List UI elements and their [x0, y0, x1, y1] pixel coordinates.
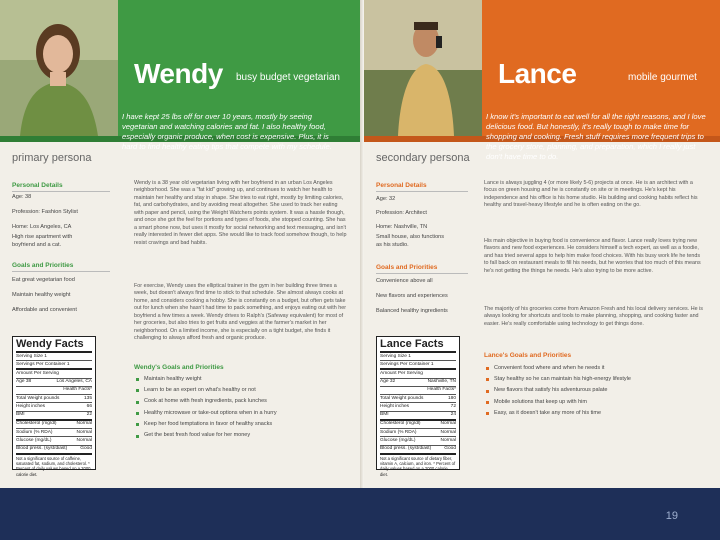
goal-text: Mobile solutions that keep up with him — [494, 398, 587, 405]
goal-text: Easy, as it doesn't take any more of his time — [494, 410, 602, 417]
facts-key: Total Weight pounds — [380, 395, 424, 401]
detail-profession: Profession: Architect — [376, 210, 427, 216]
wendy-name: Wendy — [134, 58, 223, 89]
divider — [376, 273, 468, 274]
facts-amount-text: Amount Per Serving — [16, 370, 59, 376]
facts-servings — [16, 361, 92, 370]
goal-list-item — [136, 408, 350, 419]
facts-servings — [380, 361, 456, 370]
facts-serving-size-text: Serving Size 1 — [380, 353, 411, 359]
facts-value: Normal — [76, 429, 92, 435]
goal-text: Keep her food temptations in favor of healthy snacks — [144, 421, 273, 428]
facts-value: Normal — [440, 421, 456, 427]
detail-profession: Profession: Fashion Stylist — [12, 209, 78, 215]
facts-row — [380, 446, 456, 455]
wendy-role: primary persona — [12, 152, 92, 164]
lance-photo — [364, 0, 482, 136]
wendy-photo — [0, 0, 118, 136]
facts-key: BMI — [380, 412, 389, 418]
facts-row — [380, 403, 456, 411]
goal-text: New flavors that satisfy his adventurous palate — [494, 387, 608, 394]
facts-note: Not a significant source of caffeine, saturated fat, sodium, and cholesterol. * Percent of daily values based on a 2000 calorie diet. — [16, 455, 91, 477]
facts-row — [380, 437, 456, 445]
facts-key: Cholesterol (mg/dl) — [380, 421, 421, 427]
facts-title: Lance Facts — [380, 339, 456, 353]
goal-list-item — [486, 374, 708, 385]
wendy-details-list — [12, 194, 110, 249]
facts-key: Blood press. (syst/diast) — [16, 446, 68, 452]
goal-item: Eat great vegetarian food — [12, 277, 75, 283]
goal-item: New flavors and experiences — [376, 293, 448, 299]
bullet-icon — [486, 390, 489, 393]
goal-list-item — [136, 374, 350, 385]
wendy-goals2-list — [136, 374, 350, 442]
lance-quote: I know it's important to eat well for all the right reasons, and I love delicious food. But honestly, it's really tough to make time for shopping and cooking. Fresh stuff requires more frequent trips to the grocery store, planning, and preparation, which I really just don't have time to do. — [486, 112, 706, 162]
facts-key: Total Weight pounds — [16, 395, 60, 401]
facts-key: Age 38 — [16, 379, 32, 385]
facts-servings-text: Servings Per Container 1 — [16, 361, 70, 367]
wendy-goals-list — [12, 277, 110, 314]
slide-footer — [0, 488, 720, 540]
wendy-bio-paragraph-1: Wendy is a 38 year old vegetarian living with her boyfriend in an urban Los Angeles neighborhood. She was a "fat kid" growing up, and continues to watch her health to maintain her healthy and stay in shape. She tries to eat right, mostly by limiting calories, fat, and carbohydrates, and by avoiding meat altogether. She used to track her eating with paper and pencil, using the Weight Watchers points system. It was a hassle though, and once she got the feel for portions and types of foods, she stopped counting. She has a smart phone now, but uses it mostly for social networking and text messaging, and isn't really interested in fewer diet apps. She would like to track food somehow though, to help resist cravings and bad habits. — [134, 180, 347, 246]
wendy-quote: I have kept 25 lbs off for over 10 years, mostly by seeing vegetarian and watching calories and fat. I also healthy food, especially organic produce, when cost is expensive. Plus, it is hard to find healthy eating tips that compete with my schedule. — [122, 112, 332, 152]
facts-key: Height inches — [16, 403, 46, 409]
lance-goals2-list — [486, 363, 708, 419]
facts-row — [380, 379, 456, 387]
wendy-bio-paragraph-2: For exercise, Wendy uses the elliptical trainer in the gym in her building three times a week, but doesn't always find time to stick to that schedule. She almost always cooks at home, and considers cooking a hobby. She is constantly on a budget, but often gets take out for lunch when she hasn't had time to pack something, and enjoys eating out with her boyfriend a few times a week. Wendy drives to Ralph's (Safeway equivalent) for most of her groceries, but also tries to get fruits and veggies at the farmer's market in her neighborhood. On a limited income, she is especially on a tight budget, she finds it challenging to always afford fresh and organic produce. — [134, 283, 346, 342]
facts-key: Glucose (mg/dL) — [380, 437, 416, 443]
bullet-icon — [486, 412, 489, 415]
goal-text: Healthy microwave or take-out options when in a hurry — [144, 409, 277, 416]
facts-row — [16, 379, 92, 387]
facts-row — [16, 421, 92, 429]
lance-role: secondary persona — [376, 152, 470, 164]
facts-value: Nashville, TN — [427, 379, 456, 385]
lance-goals-title: Goals and Priorities — [376, 264, 438, 271]
wendy-portrait-image — [0, 0, 118, 136]
goal-list-item — [486, 386, 708, 397]
facts-note: Not a significant source of dietary fiber, vitamin A, calcium, and iron. * Percent of daily values based on a 2000 calorie diet. — [380, 455, 456, 477]
lance-goals-list — [376, 278, 468, 315]
bullet-icon — [136, 389, 139, 392]
facts-value: Normal — [76, 421, 92, 427]
facts-row — [16, 437, 92, 445]
facts-key: Age 32 — [380, 379, 396, 385]
lance-bio-paragraph-3: The majority of his groceries come from Amazon Fresh and his local delivery services. He is always looking for shortcuts and tools to make planning, shopping, and cooking faster and easier. He's really comfortable using technology to get things done. — [484, 306, 703, 327]
goal-item: Balanced healthy ingredients — [376, 308, 448, 314]
facts-row — [16, 446, 92, 455]
facts-value: Los Angeles, CA — [56, 379, 92, 385]
facts-row — [16, 412, 92, 421]
facts-serving-size — [16, 353, 92, 361]
facts-value: 180 — [447, 395, 456, 401]
detail-home: Home: Nashville, TN — [376, 224, 428, 230]
facts-servings-text: Servings Per Container 1 — [380, 361, 434, 367]
facts-value: Normal — [76, 437, 92, 443]
goal-list-item — [486, 397, 708, 408]
detail-age: Age: 38 — [12, 194, 32, 200]
bullet-icon — [136, 423, 139, 426]
wendy-goals-title: Goals and Priorities — [12, 262, 74, 269]
goal-list-item — [136, 397, 350, 408]
facts-row — [16, 429, 92, 437]
bullet-icon — [486, 378, 489, 381]
facts-key: BMI — [16, 412, 25, 418]
facts-value: Good — [80, 446, 92, 452]
facts-row — [16, 387, 92, 395]
goal-list-item — [136, 385, 350, 396]
facts-amount — [380, 370, 456, 378]
lance-goals2-title: Lance's Goals and Priorities — [484, 352, 572, 359]
goal-text: Stay healthy so he can maintain his high-energy lifestyle — [494, 376, 631, 383]
facts-serving-size — [380, 353, 456, 361]
lance-details-title: Personal Details — [376, 182, 427, 189]
goal-text: Maintain healthy weight — [144, 375, 202, 382]
facts-row — [16, 395, 92, 403]
facts-value: Normal — [440, 429, 456, 435]
facts-key: Cholesterol (mg/dl) — [16, 421, 57, 427]
lance-portrait-image — [364, 0, 482, 136]
bullet-icon — [486, 367, 489, 370]
lance-bio-paragraph-2: His main objective in buying food is convenience and flavor. Lance really loves trying new flavors and new food experiences. He considers himself a tech expert, as well as a foodie, and has tried several apps to help him make food choices. With his busy work life he tends to fall back on restaurant meals to fill his needs, but he worries that too much of this means he's not getting the things he needs. He's also trying to be more active. — [484, 238, 701, 274]
facts-row — [380, 395, 456, 403]
facts-key: Sodium (% RDA) — [16, 429, 53, 435]
bullet-icon — [136, 378, 139, 381]
lance-name: Lance — [498, 58, 577, 89]
facts-row — [380, 421, 456, 429]
facts-value: 72 — [450, 403, 456, 409]
wendy-goals2-title: Wendy's Goals and Priorities — [134, 364, 224, 371]
lance-facts-label — [376, 336, 460, 477]
facts-value: 22 — [86, 412, 92, 418]
goal-text: Convenient food where and when he needs it — [494, 364, 605, 371]
facts-key: Blood press. (syst/diast) — [380, 446, 432, 452]
detail-home: Home: Los Angeles, CA — [12, 224, 72, 230]
facts-value: Good — [444, 446, 456, 452]
facts-value: 66 — [86, 403, 92, 409]
goal-list-item — [136, 419, 350, 430]
facts-value: Normal — [440, 437, 456, 443]
facts-row — [380, 429, 456, 437]
bullet-icon — [136, 412, 139, 415]
facts-amount-text: Amount Per Serving — [380, 370, 423, 376]
bullet-icon — [136, 435, 139, 438]
divider — [12, 271, 110, 272]
goal-item: Maintain healthy weight — [12, 292, 71, 298]
facts-amount — [16, 370, 92, 378]
goal-text: Cook at home with fresh ingredients, pack lunches — [144, 398, 267, 405]
facts-key: Sodium (% RDA) — [380, 429, 417, 435]
bullet-icon — [486, 401, 489, 404]
facts-row — [16, 403, 92, 411]
facts-row — [380, 412, 456, 421]
facts-value: 24 — [450, 412, 456, 418]
detail-home-type: Small house, also functions — [376, 234, 445, 240]
goal-list-item — [136, 430, 350, 441]
detail-home-note: as his studio. — [376, 242, 409, 248]
wendy-tagline: busy budget vegetarian — [236, 72, 340, 83]
facts-value: Health Facts* — [427, 387, 456, 393]
facts-serving-size-text: Serving Size 1 — [16, 353, 47, 359]
detail-age: Age: 32 — [376, 196, 396, 202]
goal-list-item — [486, 408, 708, 419]
goal-item: Convenience above all — [376, 278, 433, 284]
wendy-details-title: Personal Details — [12, 182, 63, 189]
detail-home-type: High rise apartment with — [12, 234, 73, 240]
goal-item: Affordable and convenient — [12, 307, 77, 313]
facts-value: 135 — [83, 395, 92, 401]
facts-key: Glucose (mg/dL) — [16, 437, 52, 443]
divider — [12, 191, 110, 192]
facts-key: Height inches — [380, 403, 410, 409]
goal-text: Learn to be an expert on what's healthy or not — [144, 387, 256, 394]
wendy-facts-label — [12, 336, 96, 477]
detail-home-note: boyfriend and a cat. — [12, 242, 62, 248]
lance-bio-paragraph-1: Lance is always juggling 4 (or more likely 5-6) projects at once. He is an architect with a focus on green housing and he is constantly on site or in meetings. He's kept his independence and his office is his home studio. His building and cooking habits reflect his healthy and travel-heavy lifestyle and he is often eating on the go. — [484, 180, 698, 209]
bullet-icon — [136, 401, 139, 404]
lance-tagline: mobile gourmet — [628, 72, 697, 83]
lance-details-list — [376, 196, 468, 249]
goal-text: Get the best fresh food value for her money — [144, 432, 251, 439]
slide-number: 19 — [665, 510, 678, 522]
goal-list-item — [486, 363, 708, 374]
facts-value: Health Facts* — [63, 387, 92, 393]
divider — [376, 191, 468, 192]
facts-title: Wendy Facts — [16, 339, 92, 353]
facts-row — [380, 387, 456, 395]
